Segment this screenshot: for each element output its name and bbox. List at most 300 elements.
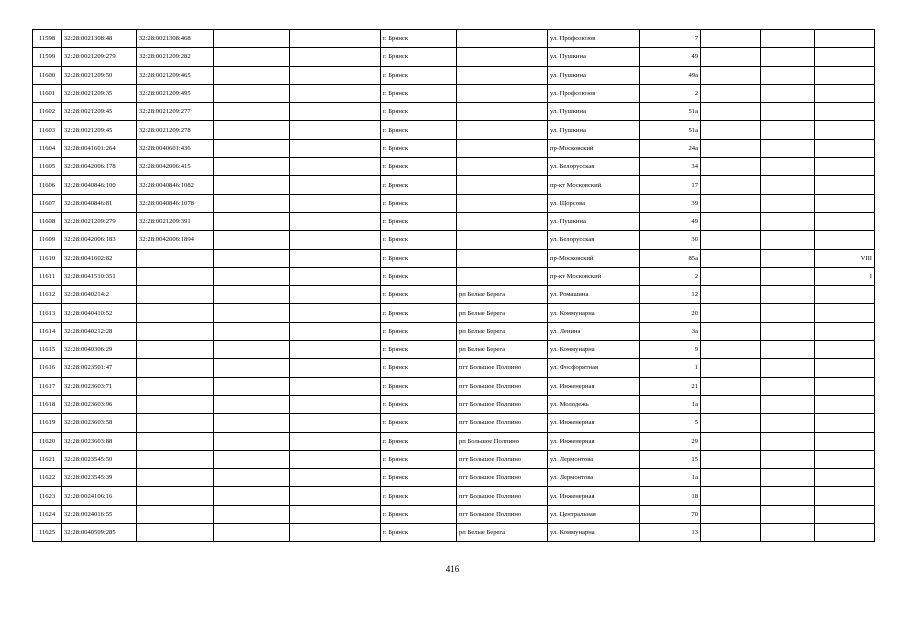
table-row <box>33 432 875 450</box>
cell-settlement: пгт Большое Полпино <box>457 377 548 395</box>
cell-apartment <box>815 48 875 66</box>
cell-street: ул. Профсоюзов <box>548 30 640 48</box>
cell-col-4 <box>214 359 290 377</box>
cell-city: г. Брянск <box>381 395 457 413</box>
cell-parent-cadastral-number: 32:28:0042006:1894 <box>137 231 214 249</box>
cell-col-4 <box>214 414 290 432</box>
cell-parent-cadastral-number: 32:28:0040846:1078 <box>137 194 214 212</box>
cell-parent-cadastral-number <box>137 359 214 377</box>
cell-street: ул. Пушкина <box>548 121 640 139</box>
cell-parent-cadastral-number: 32:28:0042006:415 <box>137 158 214 176</box>
cell-city: г. Брянск <box>381 48 457 66</box>
cell-cadastral-number: 32:28:0023603:71 <box>62 377 137 395</box>
cell-cadastral-number: 32:28:0023603:88 <box>62 432 137 450</box>
cell-street: пр-кт Московский <box>548 267 640 285</box>
cell-parent-cadastral-number: 32:28:0021209:391 <box>137 212 214 230</box>
cell-street: пр-Московский <box>548 249 640 267</box>
table-row <box>33 249 875 267</box>
cell-col-10 <box>701 505 761 523</box>
cell-col-10 <box>701 322 761 340</box>
cell-cadastral-number: 32:28:0041601:264 <box>62 139 137 157</box>
cell-col-10 <box>701 432 761 450</box>
cell-col-10 <box>701 103 761 121</box>
cell-street: ул. Лермонтова <box>548 450 640 468</box>
cell-col-11 <box>761 304 815 322</box>
cell-col-5 <box>290 286 381 304</box>
cell-street: ул. Коммунарна <box>548 341 640 359</box>
cell-street: ул. Молодежь <box>548 395 640 413</box>
cell-street: ул. Профсоюзов <box>548 84 640 102</box>
table-row <box>33 84 875 102</box>
cell-col-10 <box>701 359 761 377</box>
cell-col-11 <box>761 469 815 487</box>
table-row <box>33 158 875 176</box>
cell-col-11 <box>761 176 815 194</box>
cell-col-4 <box>214 30 290 48</box>
table-row <box>33 395 875 413</box>
cell-street: ул. Инженерная <box>548 414 640 432</box>
cell-city: г. Брянск <box>381 432 457 450</box>
table-row <box>33 487 875 505</box>
cell-apartment <box>815 432 875 450</box>
cell-apartment <box>815 322 875 340</box>
cell-col-10 <box>701 267 761 285</box>
table-row <box>33 524 875 542</box>
cell-row-number: 11611 <box>33 267 62 285</box>
cell-col-4 <box>214 158 290 176</box>
table-row <box>33 322 875 340</box>
cell-cadastral-number: 32:28:0040214:2 <box>62 286 137 304</box>
cell-settlement: рп Белые Берега <box>457 341 548 359</box>
cell-city: г. Брянск <box>381 84 457 102</box>
cell-col-4 <box>214 450 290 468</box>
cell-col-11 <box>761 48 815 66</box>
cell-apartment <box>815 84 875 102</box>
cell-city: г. Брянск <box>381 505 457 523</box>
cell-house-number: 21 <box>640 377 701 395</box>
cell-settlement: рп Большое Полпино <box>457 432 548 450</box>
cell-col-11 <box>761 487 815 505</box>
cell-col-11 <box>761 267 815 285</box>
cell-cadastral-number: 32:28:0021209:279 <box>62 48 137 66</box>
cell-city: г. Брянск <box>381 524 457 542</box>
cell-apartment <box>815 487 875 505</box>
cell-house-number: 51а <box>640 121 701 139</box>
cell-street: ул. Ленина <box>548 322 640 340</box>
cell-cadastral-number: 32:28:0040212:28 <box>62 322 137 340</box>
cell-col-11 <box>761 505 815 523</box>
cell-city: г. Брянск <box>381 469 457 487</box>
cell-city: г. Брянск <box>381 212 457 230</box>
cell-row-number: 11602 <box>33 103 62 121</box>
cell-apartment <box>815 286 875 304</box>
cell-apartment <box>815 450 875 468</box>
cell-col-4 <box>214 84 290 102</box>
cell-house-number: 1а <box>640 469 701 487</box>
cell-parent-cadastral-number <box>137 524 214 542</box>
cell-house-number: 20 <box>640 304 701 322</box>
cell-col-10 <box>701 450 761 468</box>
cell-city: г. Брянск <box>381 194 457 212</box>
cell-row-number: 11610 <box>33 249 62 267</box>
cell-settlement <box>457 194 548 212</box>
cell-parent-cadastral-number: 32:28:0021308:468 <box>137 30 214 48</box>
cell-col-5 <box>290 524 381 542</box>
cell-parent-cadastral-number <box>137 432 214 450</box>
cell-city: г. Брянск <box>381 322 457 340</box>
cell-settlement <box>457 267 548 285</box>
cell-col-5 <box>290 139 381 157</box>
cell-col-4 <box>214 341 290 359</box>
cell-col-10 <box>701 469 761 487</box>
cell-settlement <box>457 121 548 139</box>
cell-house-number: 12 <box>640 286 701 304</box>
cell-row-number: 11625 <box>33 524 62 542</box>
cell-settlement: рп Белые Берега <box>457 286 548 304</box>
cell-apartment <box>815 395 875 413</box>
cell-street: ул. Белорусская <box>548 158 640 176</box>
cell-col-10 <box>701 414 761 432</box>
cell-house-number: 29 <box>640 432 701 450</box>
cell-settlement <box>457 249 548 267</box>
table-row <box>33 176 875 194</box>
table-row <box>33 304 875 322</box>
cell-city: г. Брянск <box>381 66 457 84</box>
cell-house-number: 30 <box>640 231 701 249</box>
cell-col-10 <box>701 176 761 194</box>
cell-col-11 <box>761 249 815 267</box>
cell-col-4 <box>214 505 290 523</box>
cell-row-number: 11603 <box>33 121 62 139</box>
cell-parent-cadastral-number <box>137 414 214 432</box>
cell-city: г. Брянск <box>381 359 457 377</box>
cell-apartment <box>815 30 875 48</box>
cell-row-number: 11623 <box>33 487 62 505</box>
cell-col-5 <box>290 267 381 285</box>
cell-col-5 <box>290 450 381 468</box>
cell-city: г. Брянск <box>381 286 457 304</box>
cell-street: ул. Центральная <box>548 505 640 523</box>
cell-house-number: 2 <box>640 84 701 102</box>
cell-settlement: пгт Большое Полпино <box>457 505 548 523</box>
cell-row-number: 11612 <box>33 286 62 304</box>
cell-col-10 <box>701 66 761 84</box>
cell-apartment <box>815 341 875 359</box>
cell-row-number: 11600 <box>33 66 62 84</box>
table-row <box>33 30 875 48</box>
cell-apartment <box>815 469 875 487</box>
cell-cadastral-number: 32:28:0041510:351 <box>62 267 137 285</box>
cell-apartment <box>815 377 875 395</box>
cell-col-4 <box>214 194 290 212</box>
cell-col-11 <box>761 194 815 212</box>
cell-col-5 <box>290 505 381 523</box>
cell-street: ул. Белорусская <box>548 231 640 249</box>
cell-settlement <box>457 139 548 157</box>
cell-row-number: 11608 <box>33 212 62 230</box>
cell-col-5 <box>290 103 381 121</box>
cell-parent-cadastral-number <box>137 450 214 468</box>
cell-row-number: 11605 <box>33 158 62 176</box>
cell-cadastral-number: 32:28:0021209:45 <box>62 121 137 139</box>
cell-street: ул. Фосфоритная <box>548 359 640 377</box>
cell-apartment <box>815 158 875 176</box>
cell-settlement <box>457 176 548 194</box>
cell-cadastral-number: 32:28:0042006:178 <box>62 158 137 176</box>
cell-col-10 <box>701 377 761 395</box>
cell-col-11 <box>761 414 815 432</box>
cell-parent-cadastral-number: 32:28:0021209:277 <box>137 103 214 121</box>
cell-house-number: 51а <box>640 103 701 121</box>
cell-city: г. Брянск <box>381 304 457 322</box>
cell-col-11 <box>761 84 815 102</box>
cell-settlement: рп Белые Берега <box>457 524 548 542</box>
cell-cadastral-number: 32:28:0023603:58 <box>62 414 137 432</box>
table-row <box>33 377 875 395</box>
cell-settlement <box>457 158 548 176</box>
cell-house-number: 3а <box>640 322 701 340</box>
cell-house-number: 85а <box>640 249 701 267</box>
cell-city: г. Брянск <box>381 103 457 121</box>
cell-street: ул. Пушкина <box>548 66 640 84</box>
cell-cadastral-number: 32:28:0040306:29 <box>62 341 137 359</box>
cell-parent-cadastral-number: 32:28:0040846:1082 <box>137 176 214 194</box>
cell-row-number: 11601 <box>33 84 62 102</box>
cell-house-number: 18 <box>640 487 701 505</box>
cell-house-number: 39 <box>640 194 701 212</box>
cell-parent-cadastral-number: 32:28:0021209:282 <box>137 48 214 66</box>
cell-street: ул. Щорсова <box>548 194 640 212</box>
cell-street: ул. Инженерная <box>548 487 640 505</box>
table-row <box>33 194 875 212</box>
cell-house-number: 49а <box>640 66 701 84</box>
table-row <box>33 103 875 121</box>
cell-row-number: 11609 <box>33 231 62 249</box>
cell-house-number: 24а <box>640 139 701 157</box>
cell-col-4 <box>214 524 290 542</box>
cell-col-11 <box>761 121 815 139</box>
cell-apartment <box>815 231 875 249</box>
cell-col-11 <box>761 450 815 468</box>
table-row <box>33 505 875 523</box>
cell-col-11 <box>761 432 815 450</box>
cell-street: пр-Московский <box>548 139 640 157</box>
cell-row-number: 11621 <box>33 450 62 468</box>
cell-cadastral-number: 32:28:0040509:285 <box>62 524 137 542</box>
cell-col-4 <box>214 395 290 413</box>
cell-col-11 <box>761 212 815 230</box>
cell-apartment <box>815 103 875 121</box>
table-row <box>33 212 875 230</box>
cell-col-11 <box>761 341 815 359</box>
cell-col-4 <box>214 304 290 322</box>
cell-col-10 <box>701 158 761 176</box>
cell-col-10 <box>701 395 761 413</box>
cell-col-4 <box>214 249 290 267</box>
cell-col-5 <box>290 84 381 102</box>
cell-col-5 <box>290 359 381 377</box>
cell-settlement <box>457 231 548 249</box>
cell-street: ул. Инженерная <box>548 377 640 395</box>
cell-col-5 <box>290 66 381 84</box>
cell-row-number: 11613 <box>33 304 62 322</box>
cell-cadastral-number: 32:28:0021209:279 <box>62 212 137 230</box>
registry-table <box>32 29 875 542</box>
cell-apartment <box>815 359 875 377</box>
cell-cadastral-number: 32:28:0040846:81 <box>62 194 137 212</box>
cell-col-11 <box>761 359 815 377</box>
cell-settlement <box>457 30 548 48</box>
cell-row-number: 11618 <box>33 395 62 413</box>
cell-col-5 <box>290 469 381 487</box>
cell-cadastral-number: 32:28:0023545:50 <box>62 450 137 468</box>
table-row <box>33 267 875 285</box>
cell-settlement <box>457 212 548 230</box>
cell-col-5 <box>290 487 381 505</box>
cell-col-5 <box>290 212 381 230</box>
cell-col-4 <box>214 121 290 139</box>
cell-col-11 <box>761 231 815 249</box>
cell-settlement: рп Белые Берега <box>457 322 548 340</box>
cell-col-11 <box>761 286 815 304</box>
cell-col-4 <box>214 432 290 450</box>
cell-col-11 <box>761 103 815 121</box>
cell-house-number: 1 <box>640 359 701 377</box>
cell-row-number: 11622 <box>33 469 62 487</box>
cell-col-5 <box>290 48 381 66</box>
cell-col-10 <box>701 121 761 139</box>
cell-city: г. Брянск <box>381 377 457 395</box>
cell-city: г. Брянск <box>381 30 457 48</box>
cell-city: г. Брянск <box>381 121 457 139</box>
cell-cadastral-number: 32:28:0023501:47 <box>62 359 137 377</box>
cell-parent-cadastral-number <box>137 395 214 413</box>
cell-parent-cadastral-number <box>137 469 214 487</box>
cell-col-11 <box>761 377 815 395</box>
cell-cadastral-number: 32:28:0040410:52 <box>62 304 137 322</box>
cell-apartment <box>815 194 875 212</box>
cell-col-11 <box>761 66 815 84</box>
cell-col-4 <box>214 469 290 487</box>
cell-col-4 <box>214 487 290 505</box>
cell-col-10 <box>701 30 761 48</box>
cell-cadastral-number: 32:28:0023545:39 <box>62 469 137 487</box>
cell-col-10 <box>701 286 761 304</box>
cell-col-5 <box>290 377 381 395</box>
cell-cadastral-number: 32:28:0021209:50 <box>62 66 137 84</box>
cell-cadastral-number: 32:28:0024106:16 <box>62 487 137 505</box>
cell-row-number: 11607 <box>33 194 62 212</box>
cell-parent-cadastral-number: 32:28:0021209:495 <box>137 84 214 102</box>
cell-col-11 <box>761 158 815 176</box>
cell-city: г. Брянск <box>381 139 457 157</box>
table-row <box>33 359 875 377</box>
cell-parent-cadastral-number <box>137 322 214 340</box>
cell-apartment: I <box>815 267 875 285</box>
cell-row-number: 11615 <box>33 341 62 359</box>
cell-house-number: 49 <box>640 48 701 66</box>
cell-col-11 <box>761 139 815 157</box>
cell-parent-cadastral-number: 32:28:0021209:465 <box>137 66 214 84</box>
cell-apartment <box>815 212 875 230</box>
table-row <box>33 341 875 359</box>
cell-street: ул. Пушкина <box>548 103 640 121</box>
cell-row-number: 11620 <box>33 432 62 450</box>
cell-house-number: 5 <box>640 414 701 432</box>
cell-col-4 <box>214 66 290 84</box>
cell-parent-cadastral-number <box>137 286 214 304</box>
page-number: 416 <box>445 564 460 574</box>
cell-parent-cadastral-number <box>137 304 214 322</box>
cell-col-10 <box>701 84 761 102</box>
cell-street: пр-кт Московский <box>548 176 640 194</box>
cell-cadastral-number: 32:28:0021308:48 <box>62 30 137 48</box>
cell-col-10 <box>701 249 761 267</box>
cell-settlement: пгт Большое Полпино <box>457 450 548 468</box>
cell-parent-cadastral-number <box>137 487 214 505</box>
cell-parent-cadastral-number <box>137 341 214 359</box>
cell-house-number: 49 <box>640 212 701 230</box>
cell-row-number: 11598 <box>33 30 62 48</box>
cell-row-number: 11614 <box>33 322 62 340</box>
cell-apartment <box>815 304 875 322</box>
cell-city: г. Брянск <box>381 176 457 194</box>
registry-rows <box>33 30 875 542</box>
cell-col-5 <box>290 30 381 48</box>
cell-settlement: пгт Большое Полпино <box>457 395 548 413</box>
cell-settlement <box>457 48 548 66</box>
cell-street: ул. Коммунарна <box>548 304 640 322</box>
cell-col-11 <box>761 30 815 48</box>
cell-row-number: 11617 <box>33 377 62 395</box>
table-row <box>33 450 875 468</box>
cell-col-5 <box>290 176 381 194</box>
cell-row-number: 11619 <box>33 414 62 432</box>
cell-house-number: 7 <box>640 30 701 48</box>
cell-street: ул. Пушкина <box>548 48 640 66</box>
cell-col-10 <box>701 487 761 505</box>
cell-house-number: 15 <box>640 450 701 468</box>
cell-col-10 <box>701 48 761 66</box>
table-row <box>33 121 875 139</box>
cell-col-11 <box>761 524 815 542</box>
table-row <box>33 414 875 432</box>
cell-col-10 <box>701 231 761 249</box>
table-row <box>33 66 875 84</box>
cell-col-4 <box>214 322 290 340</box>
cell-col-5 <box>290 194 381 212</box>
cell-parent-cadastral-number: 32:28:0040601:436 <box>137 139 214 157</box>
cell-col-10 <box>701 341 761 359</box>
cell-settlement: рп Белые Берега <box>457 304 548 322</box>
cell-col-11 <box>761 322 815 340</box>
cell-col-5 <box>290 231 381 249</box>
cell-apartment <box>815 414 875 432</box>
cell-col-5 <box>290 432 381 450</box>
cell-col-4 <box>214 48 290 66</box>
cell-cadastral-number: 32:28:0041602:82 <box>62 249 137 267</box>
cell-row-number: 11599 <box>33 48 62 66</box>
table-row <box>33 231 875 249</box>
cell-col-4 <box>214 212 290 230</box>
cell-apartment: VIII <box>815 249 875 267</box>
cell-col-5 <box>290 158 381 176</box>
cell-row-number: 11606 <box>33 176 62 194</box>
cell-col-5 <box>290 304 381 322</box>
cell-cadastral-number: 32:28:0023603:96 <box>62 395 137 413</box>
cell-house-number: 1а <box>640 395 701 413</box>
cell-parent-cadastral-number <box>137 249 214 267</box>
